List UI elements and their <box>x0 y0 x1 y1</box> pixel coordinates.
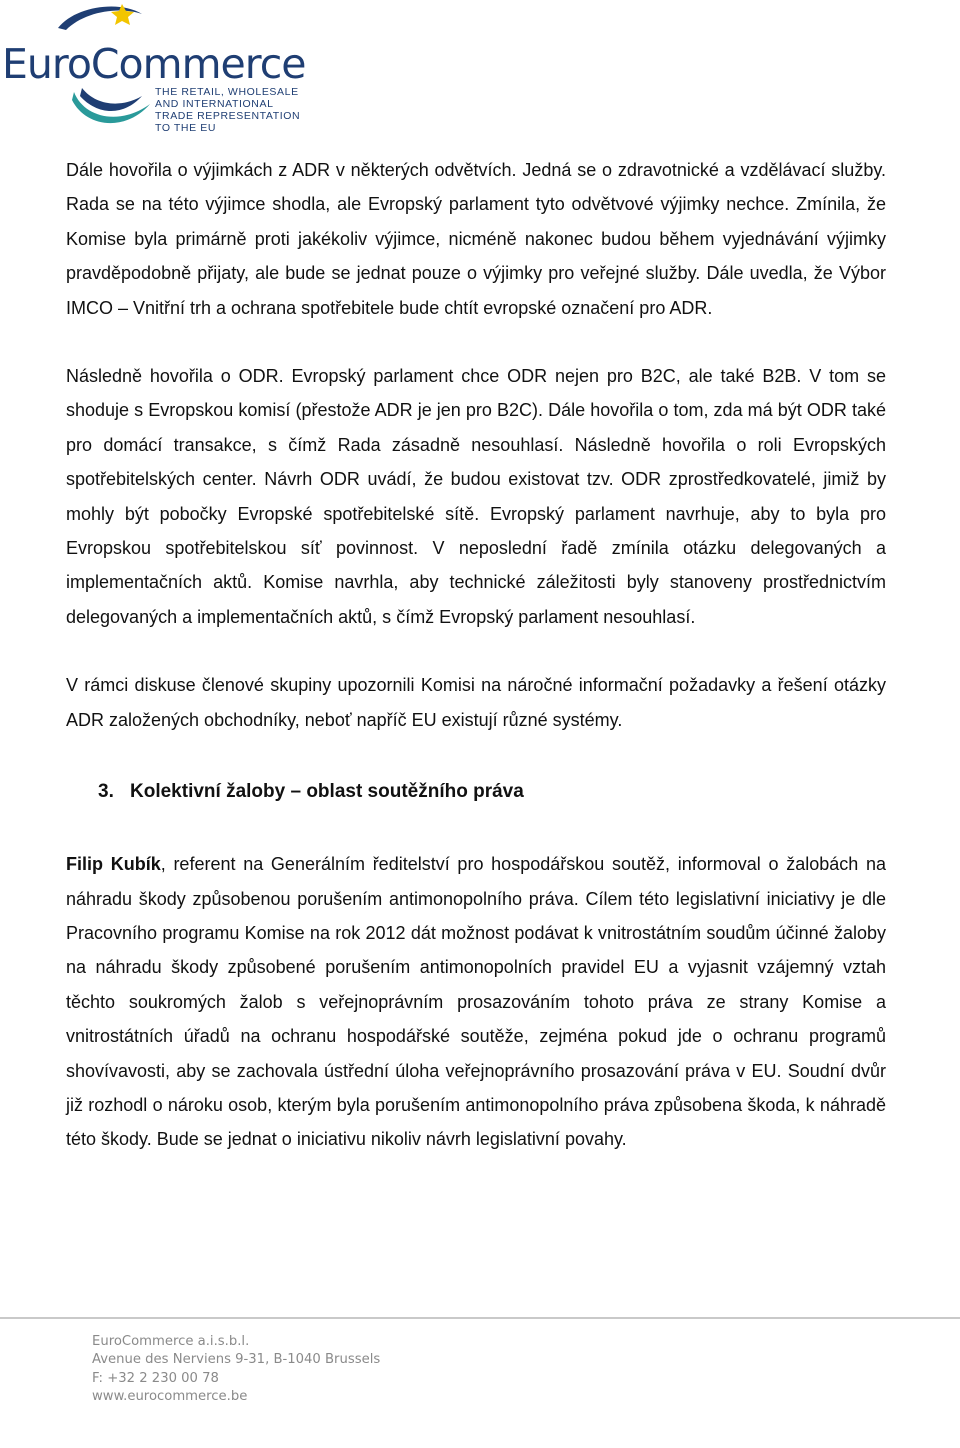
logo-wordmark: EuroCommerce <box>2 40 306 88</box>
section-number: 3. <box>98 781 114 803</box>
footer-divider <box>0 1317 960 1319</box>
logo-tagline: THE RETAIL, WHOLESALE AND INTERNATIONAL TRADE REPRESENTATION TO THE EU <box>155 86 301 134</box>
footer-org: EuroCommerce a.i.s.b.l. <box>92 1334 250 1349</box>
paragraph-odr: Následně hovořila o ODR. Evropský parlament chce ODR nejen pro B2C, ale také B2B. V tom se shoduje s Evropskou komisí (přestože ADR je jen pro B2C). Dále hovořila o tom, zda má být ODR také pro domácí transakce, s čímž Rada zásadně nesouhlasí. Následně hovořila o roli Evropských spotřebitelských center. Návrh ODR uvádí, že budou existovat tzv. ODR zprostředkovatelé, jimiž by mohly být pobočky Evropské spotřebitelské sítě. Evropský parlament navrhuje, aby to byla pro Evropskou spotřebitelskou síť povinnost. V neposlední řadě zmínila otázku delegovaných a implementačních aktů. Komise navrhla, aby technické záležitosti byly stanoveny prostřednictvím delegovaných a implementačních aktů, s čímž Evropský parlament nesouhlasí. <box>66 366 886 627</box>
speaker-name: Filip Kubík <box>66 854 161 875</box>
footer-website: www.eurocommerce.be <box>92 1389 248 1405</box>
footer-fax: F: +32 2 230 00 78 <box>92 1370 219 1386</box>
footer-street: Avenue des Nerviens 9-31, B-1040 Brussels <box>92 1352 381 1368</box>
eurocommerce-logo <box>0 0 330 140</box>
paragraph-discussion: V rámci diskuse členové skupiny upozornili Komisi na náročné informační požadavky a řešení otázky ADR založených obchodníky, neboť napříč EU existují různé systémy. <box>66 675 886 730</box>
paragraph-collective-actions: Filip Kubík, referent na Generálním ředitelství pro hospodářskou soutěž, informoval o žalobách na náhradu škody způsobenou porušením antimonopolního práva. Cílem této legislativní iniciativy je dle Pracovního programu Komise na rok 2012 dát možnost podávat k vnitrostátním soudům účinné žaloby na náhradu škody způsobené porušením antimonopolních pravidel EU a vyjasnit vzájemný vztah těchto soukromých žalob s veřejnoprávním prosazováním tohoto práva ze strany Komise a vnitrostátních úřadů na ochranu hospodářské soutěže, zejména pokud jde o ochranu programů shovívavosti, aby se zachovala ústřední úloha veřejnoprávního prosazování práva v EU. Soudní dvůr již rozhodl o nároku osob, kterým byla porušením antimonopolního práva způsobena škoda, k náhradě této škody. Bude se jednat o iniciativu nikoliv návrh legislativní povahy. <box>66 854 886 1150</box>
document-body <box>66 153 886 1157</box>
section-heading <box>98 775 886 809</box>
footer-address <box>92 1333 380 1407</box>
paragraph-adr-exceptions: Dále hovořila o výjimkách z ADR v některých odvětvích. Jedná se o zdravotnické a vzdělávací služby. Rada se na této výjimce shodla, ale Evropský parlament tyto odvětvové výjimky nechce. Zmínila, že Komise byla primárně proti jakékoliv výjimce, nicméně nakonec budou během vyjednávání výjimky pravděpodobně přijaty, ale bude se jednat pouze o výjimky pro veřejné služby. Dále uvedla, že Výbor IMCO – Vnitřní trh a ochrana spotřebitele bude chtít evropské označení pro ADR. <box>66 160 886 318</box>
section-title: Kolektivní žaloby – oblast soutěžního práva <box>130 781 524 803</box>
